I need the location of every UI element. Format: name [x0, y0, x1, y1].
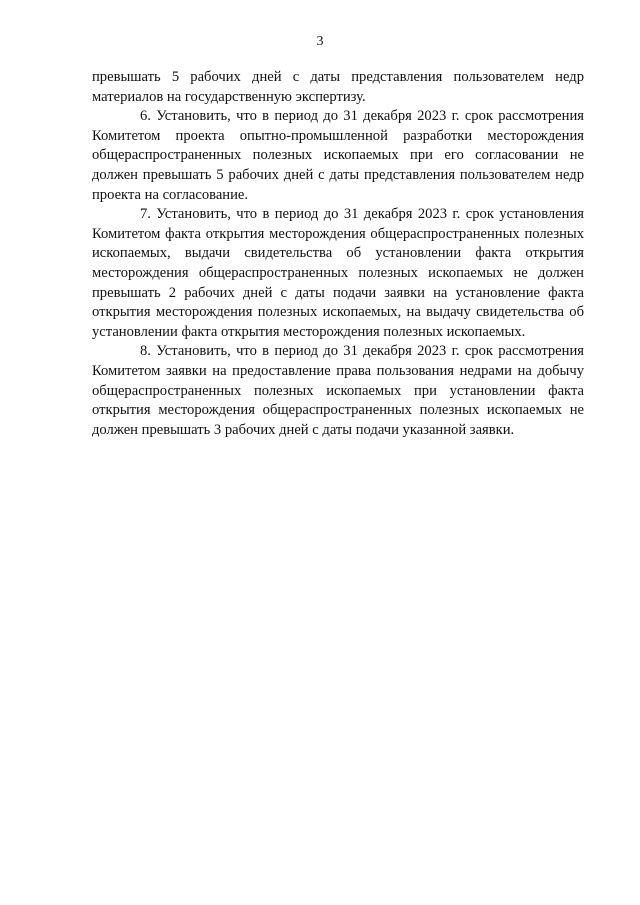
page-number: 3 [316, 34, 324, 49]
paragraph-continuation: превышать 5 рабочих дней с даты представления пользователем недр материалов на государственную экспертизу. [92, 69, 584, 105]
paragraph-item-6: 6. Установить, что в период до 31 декабря 2023 г. срок рассмотрения Комитетом проекта опытно-промышленной разработки месторождения общераспространенных полезных ископаемых при его согласовании не должен превышать 5 рабочих дней с даты представления пользователем недр проекта на согласование. [92, 108, 584, 203]
paragraph-item-8: 8. Установить, что в период до 31 декабря 2023 г. срок рассмотрения Комитетом заявки на предоставление права пользования недрами на добычу общераспространенных полезных ископаемых при установлении факта открытия месторождения общераспространенных полезных ископаемых не должен превышать 3 рабочих дней с даты подачи указанной заявки. [92, 343, 584, 438]
document-body [92, 68, 584, 440]
paragraph-item-7: 7. Установить, что в период до 31 декабря 2023 г. срок установления Комитетом факта открытия месторождения общераспространенных полезных ископаемых, выдачи свидетельства об установлении факта открытия месторождения общераспространенных полезных ископаемых не должен превышать 2 рабочих дней с даты подачи заявки на установление факта открытия месторождения полезных ископаемых, на выдачу свидетельства об установлении факта открытия месторождения полезных ископаемых. [92, 206, 584, 340]
